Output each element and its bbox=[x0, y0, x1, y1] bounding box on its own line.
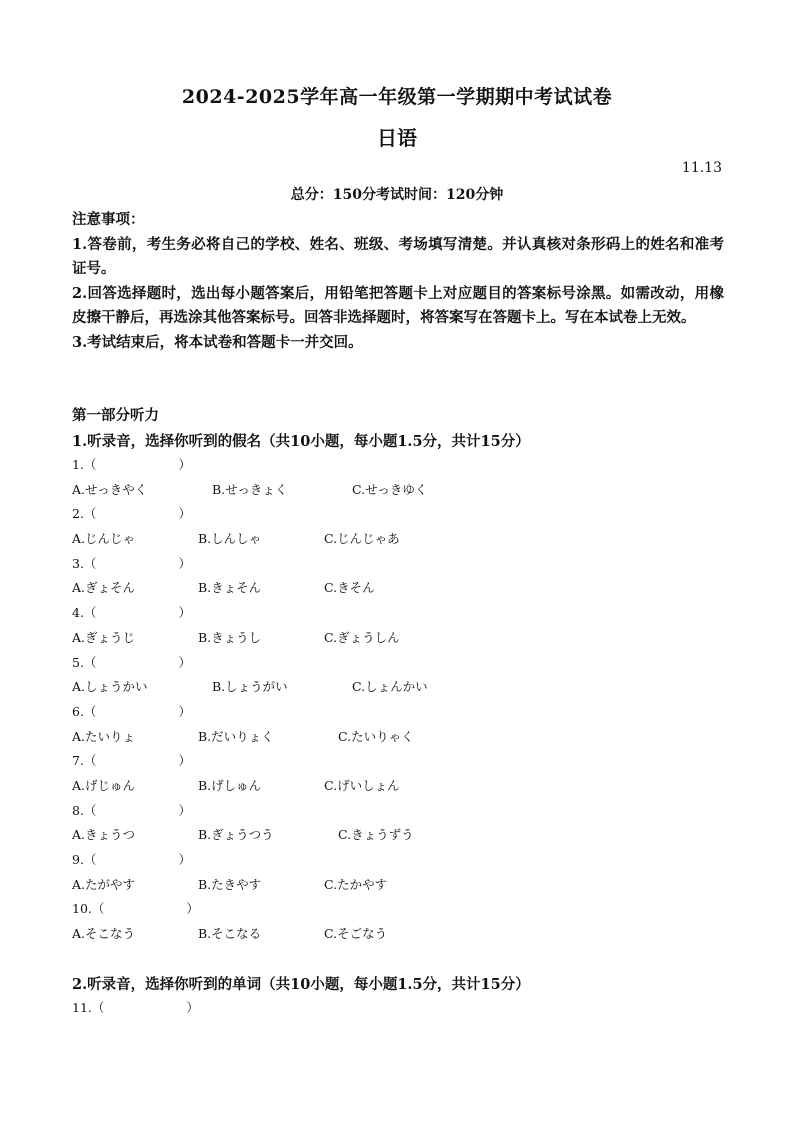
section1-heading: 1.听录音，选择你听到的假名（共10小题，每小题1.5分，共计15分） bbox=[72, 433, 530, 450]
options-row bbox=[72, 675, 724, 700]
question-row: 3.（ ） bbox=[72, 555, 191, 571]
option-c: C.じんじゃあ bbox=[324, 531, 400, 547]
options-row bbox=[72, 873, 724, 898]
question-row: 7.（ ） bbox=[72, 753, 191, 769]
score-and-time: 总分：150分考试时间：120分钟 bbox=[290, 187, 504, 203]
option-b: B.きょうし bbox=[198, 629, 262, 645]
question-row: 1.（ ） bbox=[72, 457, 191, 472]
exam-title: 2024-2025学年高一年级第一学期期中考试试卷 bbox=[181, 86, 613, 108]
option-b: B.ぎょうつう bbox=[198, 827, 274, 843]
note-item: 2.回答选择题时，选出每小题答案后，用铅笔把答题卡上对应题目的答案标号涂黑。如需改动，用橡皮擦干静后，再选涂其他答案标号。回答非选择题时，将答案写在答题卡上。写在本试卷上无效。 bbox=[72, 284, 724, 326]
notes-heading: 注意事项： bbox=[72, 211, 145, 228]
question-list bbox=[72, 453, 724, 947]
option-b: B.たきやす bbox=[198, 876, 262, 892]
option-c: C.しょんかい bbox=[352, 679, 428, 695]
section2-heading: 2.听录音，选择你听到的单词（共10小题，每小题1.5分，共计15分） bbox=[72, 976, 530, 993]
option-a: A.ぎょそん bbox=[72, 580, 136, 596]
question-row: 8.（ ） bbox=[72, 802, 191, 818]
options-row bbox=[72, 576, 724, 601]
option-b: B.そこなる bbox=[198, 926, 262, 942]
question-row: 2.（ ） bbox=[72, 506, 191, 522]
option-b: B.しょうがい bbox=[212, 679, 288, 695]
option-b: B.だいりょく bbox=[198, 728, 274, 744]
options-row bbox=[72, 823, 724, 848]
option-c: C.げいしょん bbox=[324, 777, 400, 793]
option-a: A.たいりょ bbox=[72, 728, 136, 744]
options-row bbox=[72, 774, 724, 799]
exam-date: 11.13 bbox=[681, 160, 722, 176]
question-row: 10.（ ） bbox=[72, 901, 199, 917]
option-a: A.たがやす bbox=[72, 876, 136, 892]
question-row: 9.（ ） bbox=[72, 852, 191, 867]
option-a: A.せっきやく bbox=[72, 481, 148, 497]
option-b: B.しんしゃ bbox=[198, 531, 262, 547]
option-c: C.せっきゆく bbox=[352, 481, 428, 497]
question-row: 5.（ ） bbox=[72, 654, 191, 670]
option-c: C.たかやす bbox=[324, 876, 388, 892]
options-row bbox=[72, 527, 724, 552]
options-row bbox=[72, 478, 724, 503]
option-c: C.きょうずう bbox=[338, 827, 414, 843]
option-a: A.ぎょうじ bbox=[72, 629, 136, 645]
option-a: A.しょうかい bbox=[72, 679, 148, 695]
options-row bbox=[72, 725, 724, 750]
option-c: C.たいりゃく bbox=[338, 728, 414, 744]
option-c: C.ぎょうしん bbox=[324, 629, 400, 645]
note-item: 3.考试结束后，将本试卷和答题卡一并交回。 bbox=[72, 333, 363, 351]
note-item: 1.答卷前，考生务必将自己的学校、姓名、班级、考场填写清楚。并认真核对条形码上的姓名和准考证号。 bbox=[72, 235, 724, 277]
question-list-2 bbox=[72, 996, 724, 1021]
option-a: A.げじゅん bbox=[72, 777, 136, 793]
notes-section bbox=[72, 208, 724, 355]
options-row bbox=[72, 922, 724, 947]
option-a: A.じんじゃ bbox=[72, 531, 136, 547]
part1-heading: 第一部分听力 bbox=[72, 407, 159, 424]
question-row: 6.（ ） bbox=[72, 703, 191, 719]
option-b: B.きょそん bbox=[198, 580, 262, 596]
options-row bbox=[72, 626, 724, 651]
option-c: C.きそん bbox=[324, 580, 375, 596]
question-row: 4.（ ） bbox=[72, 605, 191, 621]
option-c: C.そごなう bbox=[324, 926, 388, 942]
option-a: A.きょうつ bbox=[72, 827, 136, 843]
question-row: 11.（ ） bbox=[72, 1000, 199, 1015]
option-b: B.せっきょく bbox=[212, 481, 288, 497]
option-b: B.げしゅん bbox=[198, 777, 262, 793]
option-a: A.そこなう bbox=[72, 926, 136, 942]
exam-subject: 日语 bbox=[377, 126, 417, 150]
